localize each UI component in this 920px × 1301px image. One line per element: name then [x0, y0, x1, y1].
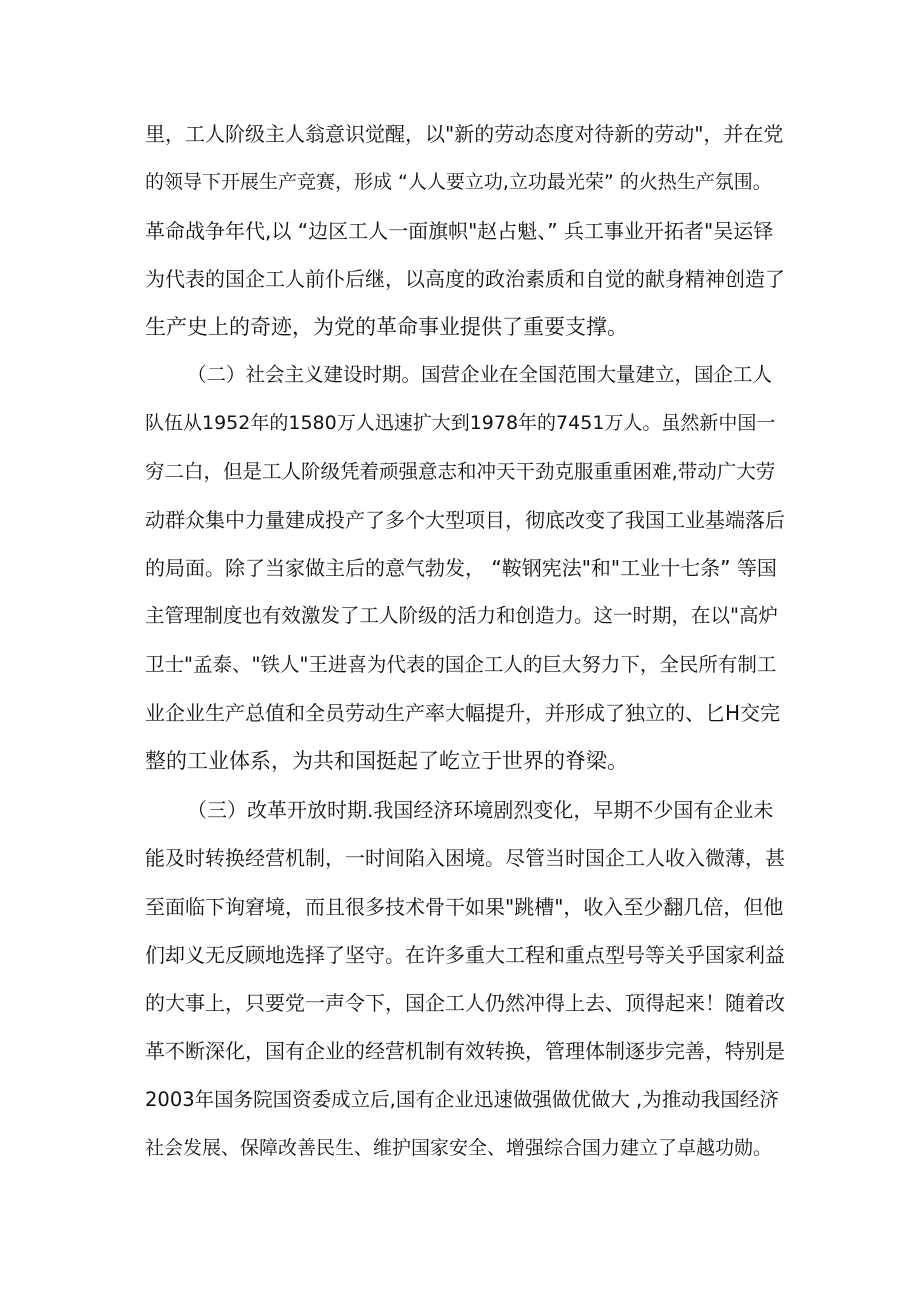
text-line: 2003年国务院国资委成立后,国有企业迅速做强做优做大 ,为推动我国经济 [145, 1087, 779, 1111]
paragraph-revolutionary-era [145, 110, 785, 351]
text-line: 队伍从1952年的1580万人迅速扩大到1978年的7451万人。虽然新中国一 [145, 412, 776, 435]
text-line: 们却义无反顾地选择了坚守。在许多重大工程和重点型号等关乎国家利益 [145, 942, 785, 967]
text-line: 卫士"孟泰、"铁人"王进喜为代表的国企工人的巨大努力下，全民所有制工 [145, 652, 777, 676]
text-line: （三）改革开放时期.我国经济环境剧烈变化，早期不少国有企业未 [187, 798, 774, 822]
text-line: 的局面。除了当家做主后的意气勃发， “鞍钢宪法"和"工业十七条” 等国 [145, 556, 777, 581]
text-line: 穷二白，但是工人阶级凭着顽强意志和冲天干劲克服重重困难,带动广大劳 [145, 459, 776, 483]
text-line: 的领导下开展生产竞赛，形成 “人人要立功,立功最光荣” 的火热生产氛围。 [145, 171, 772, 194]
text-line: 能及时转换经营机制，一时间陷入困境。尽管当时国企工人收入微薄，甚 [145, 846, 785, 871]
text-line: 社会发展、保障改善民生、维护国家安全、增强综合国力建立了卓越功勋。 [145, 1137, 773, 1160]
text-line: （二）社会主义建设时期。国营企业在全国范围大量建立，国企工人 [187, 363, 773, 386]
text-line: 为代表的国企工人前仆后继，以高度的政治素质和自觉的献身精神创造了 [145, 266, 785, 291]
text-line: 业企业生产总值和全员劳动生产率大幅提升，并形成了独立的、匕H交完 [145, 701, 781, 726]
text-line: 的大事上，只要党一声令下，国企工人仍然冲得上去、顶得起来！随着改 [145, 991, 785, 1016]
text-line: 整的工业体系，为共和国挺起了屹立于世界的脊梁。 [145, 749, 628, 774]
text-line: 主管理制度也有效激发了工人阶级的活力和创造力。这一时期，在以"高炉 [145, 604, 778, 628]
text-line: 生产史上的奇迹，为党的革命事业提供了重要支撑。 [145, 315, 628, 340]
text-line: 革命战争年代,以 “边区工人一面旗帜"赵占魁、” 兵工事业开拓者"吴运铎 [145, 218, 774, 243]
paragraph-socialist-construction [145, 351, 785, 786]
text-line: 至面临下询窘境，而且很多技术骨干如果"跳槽"，收入至少翻几倍，但他 [145, 894, 784, 919]
text-line: 革不断深化，国有企业的经营机制有效转换，管理体制逐步完善，特别是 [145, 1039, 785, 1064]
text-line: 里，工人阶级主人翁意识觉醒，以"新的劳动态度对待新的劳动"，并在党 [145, 122, 784, 146]
text-line: 动群众集中力量建成投产了多个大型项目，彻底改变了我国工业基端落后 [145, 507, 785, 532]
paragraph-reform-opening [145, 786, 785, 1172]
